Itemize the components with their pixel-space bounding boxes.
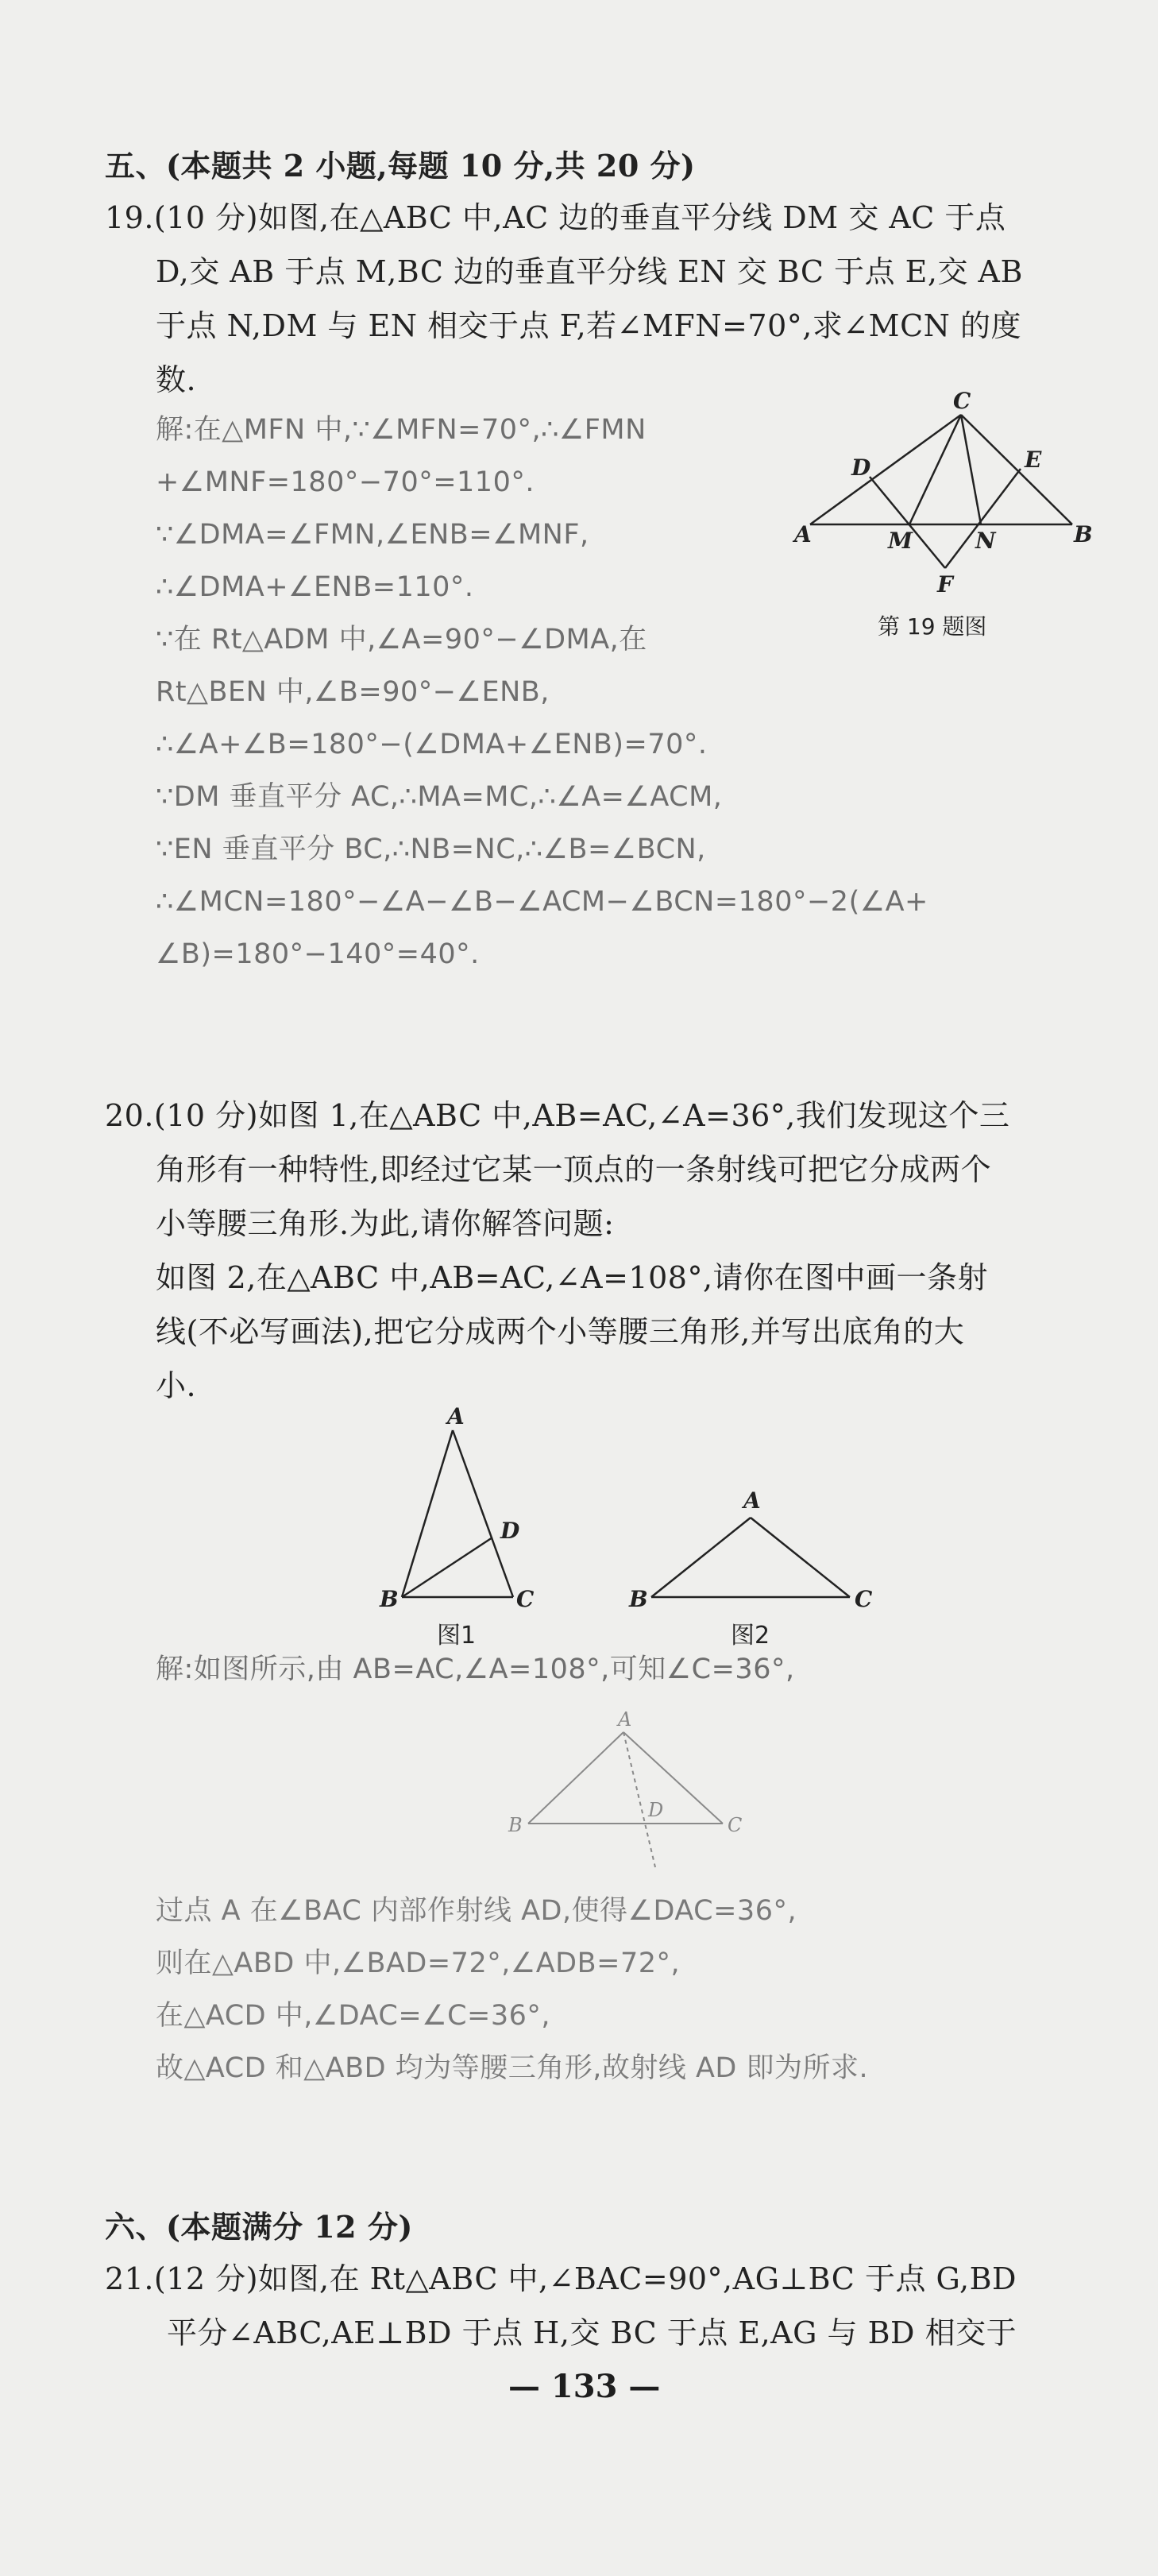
solution-line: ∵∠DMA=∠FMN,∠ENB=∠MNF, [156, 519, 589, 551]
solution-line: 解:在△MFN 中,∵∠MFN=70°,∴∠FMN [156, 414, 647, 446]
question-line: 小等腰三角形.为此,请你解答问题: [156, 1206, 615, 1241]
solution-line: 解:如图所示,由 AB=AC,∠A=108°,可知∠C=36°, [156, 1654, 795, 1685]
label-N: N [975, 528, 996, 554]
figure-20-2 [620, 1478, 890, 1650]
question-line: 如图 2,在△ABC 中,AB=AC,∠A=108°,请你在图中画一条射 [156, 1260, 989, 1295]
label-A: A [743, 1487, 761, 1514]
solution-line: Rt△BEN 中,∠B=90°−∠ENB, [156, 676, 550, 708]
label-F: F [937, 571, 953, 598]
label-B: B [1074, 521, 1093, 547]
solution-line: +∠MNF=180°−70°=110°. [156, 466, 535, 498]
figure-caption: 图2 [731, 1622, 770, 1650]
figure-caption: 第 19 题图 [878, 613, 987, 640]
label-D: D [500, 1518, 520, 1544]
question-line: 21.(12 分)如图,在 Rt△ABC 中,∠BAC=90°,AG⊥BC 于点 G,BD [105, 2261, 1017, 2296]
question-line: 角形有一种特性,即经过它某一顶点的一条射线可把它分成两个 [156, 1152, 992, 1187]
label-B: B [629, 1586, 648, 1612]
solution-line: ∵DM 垂直平分 AC,∴MA=MC,∴∠A=∠ACM, [156, 781, 723, 813]
label-C: C [953, 388, 971, 414]
solution-line: 故△ACD 和△ABD 均为等腰三角形,故射线 AD 即为所求. [156, 2052, 869, 2084]
solution-line: 过点 A 在∠BAC 内部作射线 AD,使得∠DAC=36°, [156, 1895, 797, 1927]
question-line: 线(不必写画法),把它分成两个小等腰三角形,并写出底角的大 [156, 1314, 965, 1349]
label-C: C [728, 1814, 743, 1836]
question-line: 20.(10 分)如图 1,在△ABC 中,AB=AC,∠A=36°,我们发现这个三 [105, 1098, 1010, 1133]
label-E: E [1025, 447, 1042, 473]
solution-line: ∵在 Rt△ADM 中,∠A=90°−∠DMA,在 [156, 624, 647, 656]
solution-line: ∴∠MCN=180°−∠A−∠B−∠ACM−∠BCN=180°−2(∠A+ [156, 886, 928, 918]
solution-line: ∴∠DMA+∠ENB=110°. [156, 571, 474, 603]
question-line: 于点 N,DM 与 EN 相交于点 F,若∠MFN=70°,求∠MCN 的度 [156, 308, 1021, 343]
solution-line: 在△ACD 中,∠DAC=∠C=36°, [156, 2000, 550, 2032]
label-M: M [888, 528, 913, 554]
question-line: 19.(10 分)如图,在△ABC 中,AC 边的垂直平分线 DM 交 AC 于点 [105, 200, 1006, 235]
solution-line: ∴∠A+∠B=180°−(∠DMA+∠ENB)=70°. [156, 729, 708, 760]
figure-caption: 图1 [437, 1622, 477, 1650]
section-header: 五、(本题共 2 小题,每题 10 分,共 20 分) [105, 148, 696, 184]
solution-line: 则在△ABD 中,∠BAD=72°,∠ADB=72°, [156, 1947, 681, 1979]
section-header: 六、(本题满分 12 分) [105, 2209, 413, 2245]
page-number: — 133 — [508, 2368, 661, 2405]
label-A: A [618, 1708, 632, 1731]
label-A: A [447, 1403, 465, 1429]
question-line: D,交 AB 于点 M,BC 边的垂直平分线 EN 交 BC 于点 E,交 AB [156, 254, 1023, 289]
label-D: D [851, 454, 871, 481]
solution-figure [492, 1708, 762, 1883]
label-A: A [794, 521, 812, 547]
question-line: 数. [156, 362, 197, 397]
question-line: 小. [156, 1368, 197, 1403]
label-C: C [516, 1586, 535, 1612]
figure-20-1 [373, 1403, 556, 1650]
label-B: B [380, 1586, 399, 1612]
solution-line: ∵EN 垂直平分 BC,∴NB=NC,∴∠B=∠BCN, [156, 834, 706, 865]
label-D: D [648, 1799, 664, 1821]
label-C: C [855, 1586, 873, 1612]
question-line: 平分∠ABC,AE⊥BD 于点 H,交 BC 于点 E,AG 与 BD 相交于 [167, 2315, 1017, 2350]
label-B: B [508, 1814, 523, 1836]
figure-19 [794, 388, 1112, 659]
solution-line: ∠B)=180°−140°=40°. [156, 938, 480, 970]
